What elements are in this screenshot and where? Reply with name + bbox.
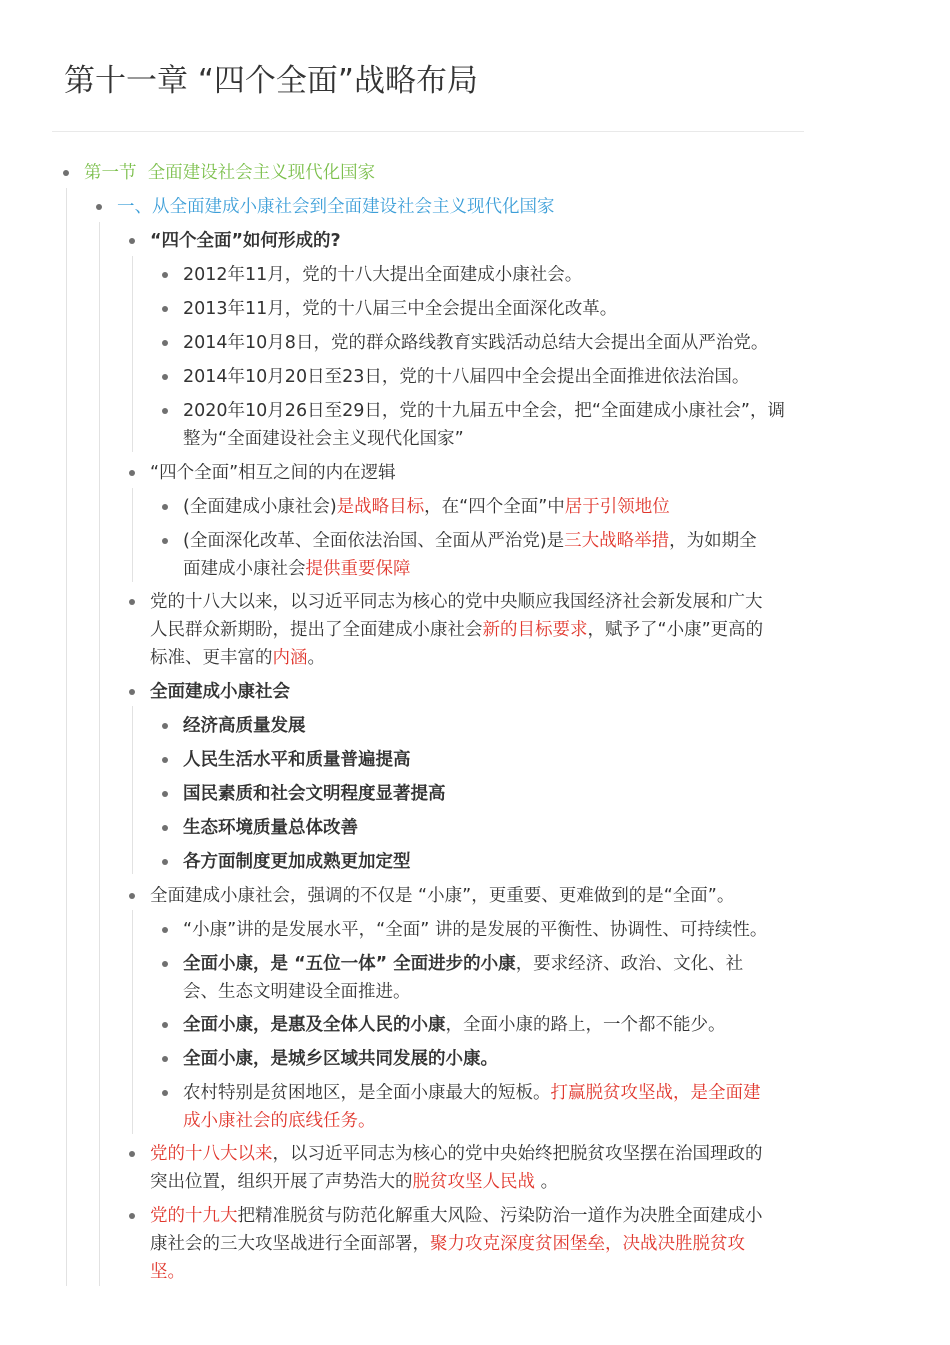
outline-guide-level2 [99,222,100,1286]
list-item: “四个全面”如何形成的? [150,231,341,251]
list-item: 全面建成小康社会 [150,682,290,702]
list-item: 2012年11月，党的十八大提出全面建成小康社会。 [183,265,583,285]
highlight-text: 党的十九大 [150,1206,238,1226]
text-span: 标准、更丰富的 [150,648,273,668]
bullet-dot [162,1022,168,1028]
text-span: 。 [535,1172,559,1192]
bullet-dot [162,340,168,346]
list-item [183,493,670,521]
list-item-continuation [150,1230,745,1258]
bullet-dot [162,757,168,763]
text-span: 农村特别是贫困地区，是全面小康最大的短板。 [183,1083,551,1103]
list-item-continuation [183,555,411,583]
subsection-heading: 一、从全面建成小康社会到全面建设社会主义现代化国家 [117,197,555,217]
highlight-text: 内涵 [272,648,308,668]
text-span: ，为如期全 [669,531,757,551]
bullet-dot [162,306,168,312]
section-prefix: 第一节 [84,163,137,183]
bullet-dot [129,689,135,695]
bullet-dot [129,1213,135,1219]
bullet-dot [129,470,135,476]
section-heading [84,159,375,187]
bullet-dot [162,859,168,865]
bold-text: 全面小康，是 “五位一体” 全面进步的小康 [183,954,516,974]
bullet-dot [162,408,168,414]
highlight-text: 脱贫攻坚人民战 [412,1172,535,1192]
outline-guide-level1 [66,188,67,1286]
text-span: ，赋予了“小康”更高的 [587,620,764,640]
text-span: ，全面小康的路上，一个都不能少。 [445,1015,726,1035]
list-item [150,1140,763,1168]
bullet-dot [162,538,168,544]
list-item-continuation: 整为“全面建设社会主义现代化国家” [183,429,464,449]
bullet-dot [162,1090,168,1096]
bullet-dot [129,238,135,244]
list-item: 经济高质量发展 [183,716,306,736]
list-item: 2014年10月8日，党的群众路线教育实践活动总结大会提出全面从严治党。 [183,333,769,353]
text-span: ，以习近平同志为核心的党中央始终把脱贫攻坚摆在治国理政的 [272,1144,763,1164]
text-span: ，在“四个全面”中 [424,497,565,517]
bullet-dot [162,791,168,797]
outline-guide-level3d [132,910,133,1134]
list-item: 人民生活水平和质量普遍提高 [183,750,411,770]
highlight-text: 聚力攻克深度贫困堡垒，决战决胜脱贫攻 [430,1234,745,1254]
bold-text: 全面小康，是惠及全体人民的小康 [183,1015,446,1035]
list-item: 全面建成小康社会，强调的不仅是 “小康”，更重要、更难做到的是“全面”。 [150,886,735,906]
highlight-text: 提供重要保障 [305,559,411,579]
highlight-text: 党的十八大以来 [150,1144,273,1164]
list-item [183,527,757,555]
text-span: 人民群众新期盼，提出了全面建成小康社会 [150,620,483,640]
list-item: 党的十八大以来，以习近平同志为核心的党中央顺应我国经济社会新发展和广大 [150,592,763,612]
list-item [150,1202,763,1230]
bullet-dot [63,170,69,176]
list-item-continuation [150,1168,558,1196]
bullet-dot [162,374,168,380]
text-span: 。 [307,648,325,668]
text-span: 面建成小康社会 [183,559,306,579]
list-item: 2020年10月26日至29日，党的十九届五中全会，把“全面建成小康社会”，调 [183,401,785,421]
bullet-dot [129,599,135,605]
highlight-text: 打赢脱贫攻坚战，是全面建 [550,1083,761,1103]
outline-guide-level3a [132,256,133,452]
title-divider [52,131,804,132]
outline-guide-level3c [132,706,133,874]
bullet-dot [129,893,135,899]
list-item-continuation: 坚。 [150,1262,185,1282]
bullet-dot [162,723,168,729]
highlight-text: 三大战略举措 [564,531,670,551]
text-span: (全面深化改革、全面依法治国、全面从严治党)是 [183,531,565,551]
highlight-text: 是战略目标 [336,497,425,517]
list-item [183,1079,761,1107]
bullet-dot [162,504,168,510]
list-item: 2013年11月，党的十八届三中全会提出全面深化改革。 [183,299,618,319]
list-item: 2014年10月20日至23日，党的十八届四中全会提出全面推进依法治国。 [183,367,750,387]
bullet-dot [162,272,168,278]
list-item-continuation [150,644,325,672]
list-item: 国民素质和社会文明程度显著提高 [183,784,446,804]
list-item: 全面小康，是城乡区域共同发展的小康。 [183,1049,498,1069]
text-span: 突出位置，组织开展了声势浩大的 [150,1172,413,1192]
bullet-dot [162,961,168,967]
highlight-text: 居于引领地位 [564,497,670,517]
bullet-dot [129,1151,135,1157]
section-title: 全面建设社会主义现代化国家 [147,163,376,183]
list-item-continuation [150,616,763,644]
page-title: 第十一章 “四个全面”战略布局 [64,63,478,99]
list-item-continuation: 成小康社会的底线任务。 [183,1111,376,1131]
bullet-dot [162,1056,168,1062]
text-span: 把精准脱贫与防范化解重大风险、污染防治一道作为决胜全面建成小 [237,1206,763,1226]
bullet-dot [162,825,168,831]
bullet-dot [162,927,168,933]
list-item: 各方面制度更加成熟更加定型 [183,852,411,872]
list-item: “小康”讲的是发展水平，“全面” 讲的是发展的平衡性、协调性、可持续性。 [183,920,768,940]
text-span: ，要求经济、政治、文化、社 [515,954,744,974]
list-item [183,950,743,978]
text-span: 康社会的三大攻坚战进行全面部署， [150,1234,430,1254]
highlight-text: 新的目标要求 [482,620,588,640]
list-item: “四个全面”相互之间的内在逻辑 [150,463,396,483]
list-item: 生态环境质量总体改善 [183,818,358,838]
outline-guide-level3b [132,488,133,582]
list-item [183,1011,726,1039]
text-span: (全面建成小康社会) [183,497,337,517]
list-item-continuation: 会、生态文明建设全面推进。 [183,982,411,1002]
bullet-dot [96,204,102,210]
